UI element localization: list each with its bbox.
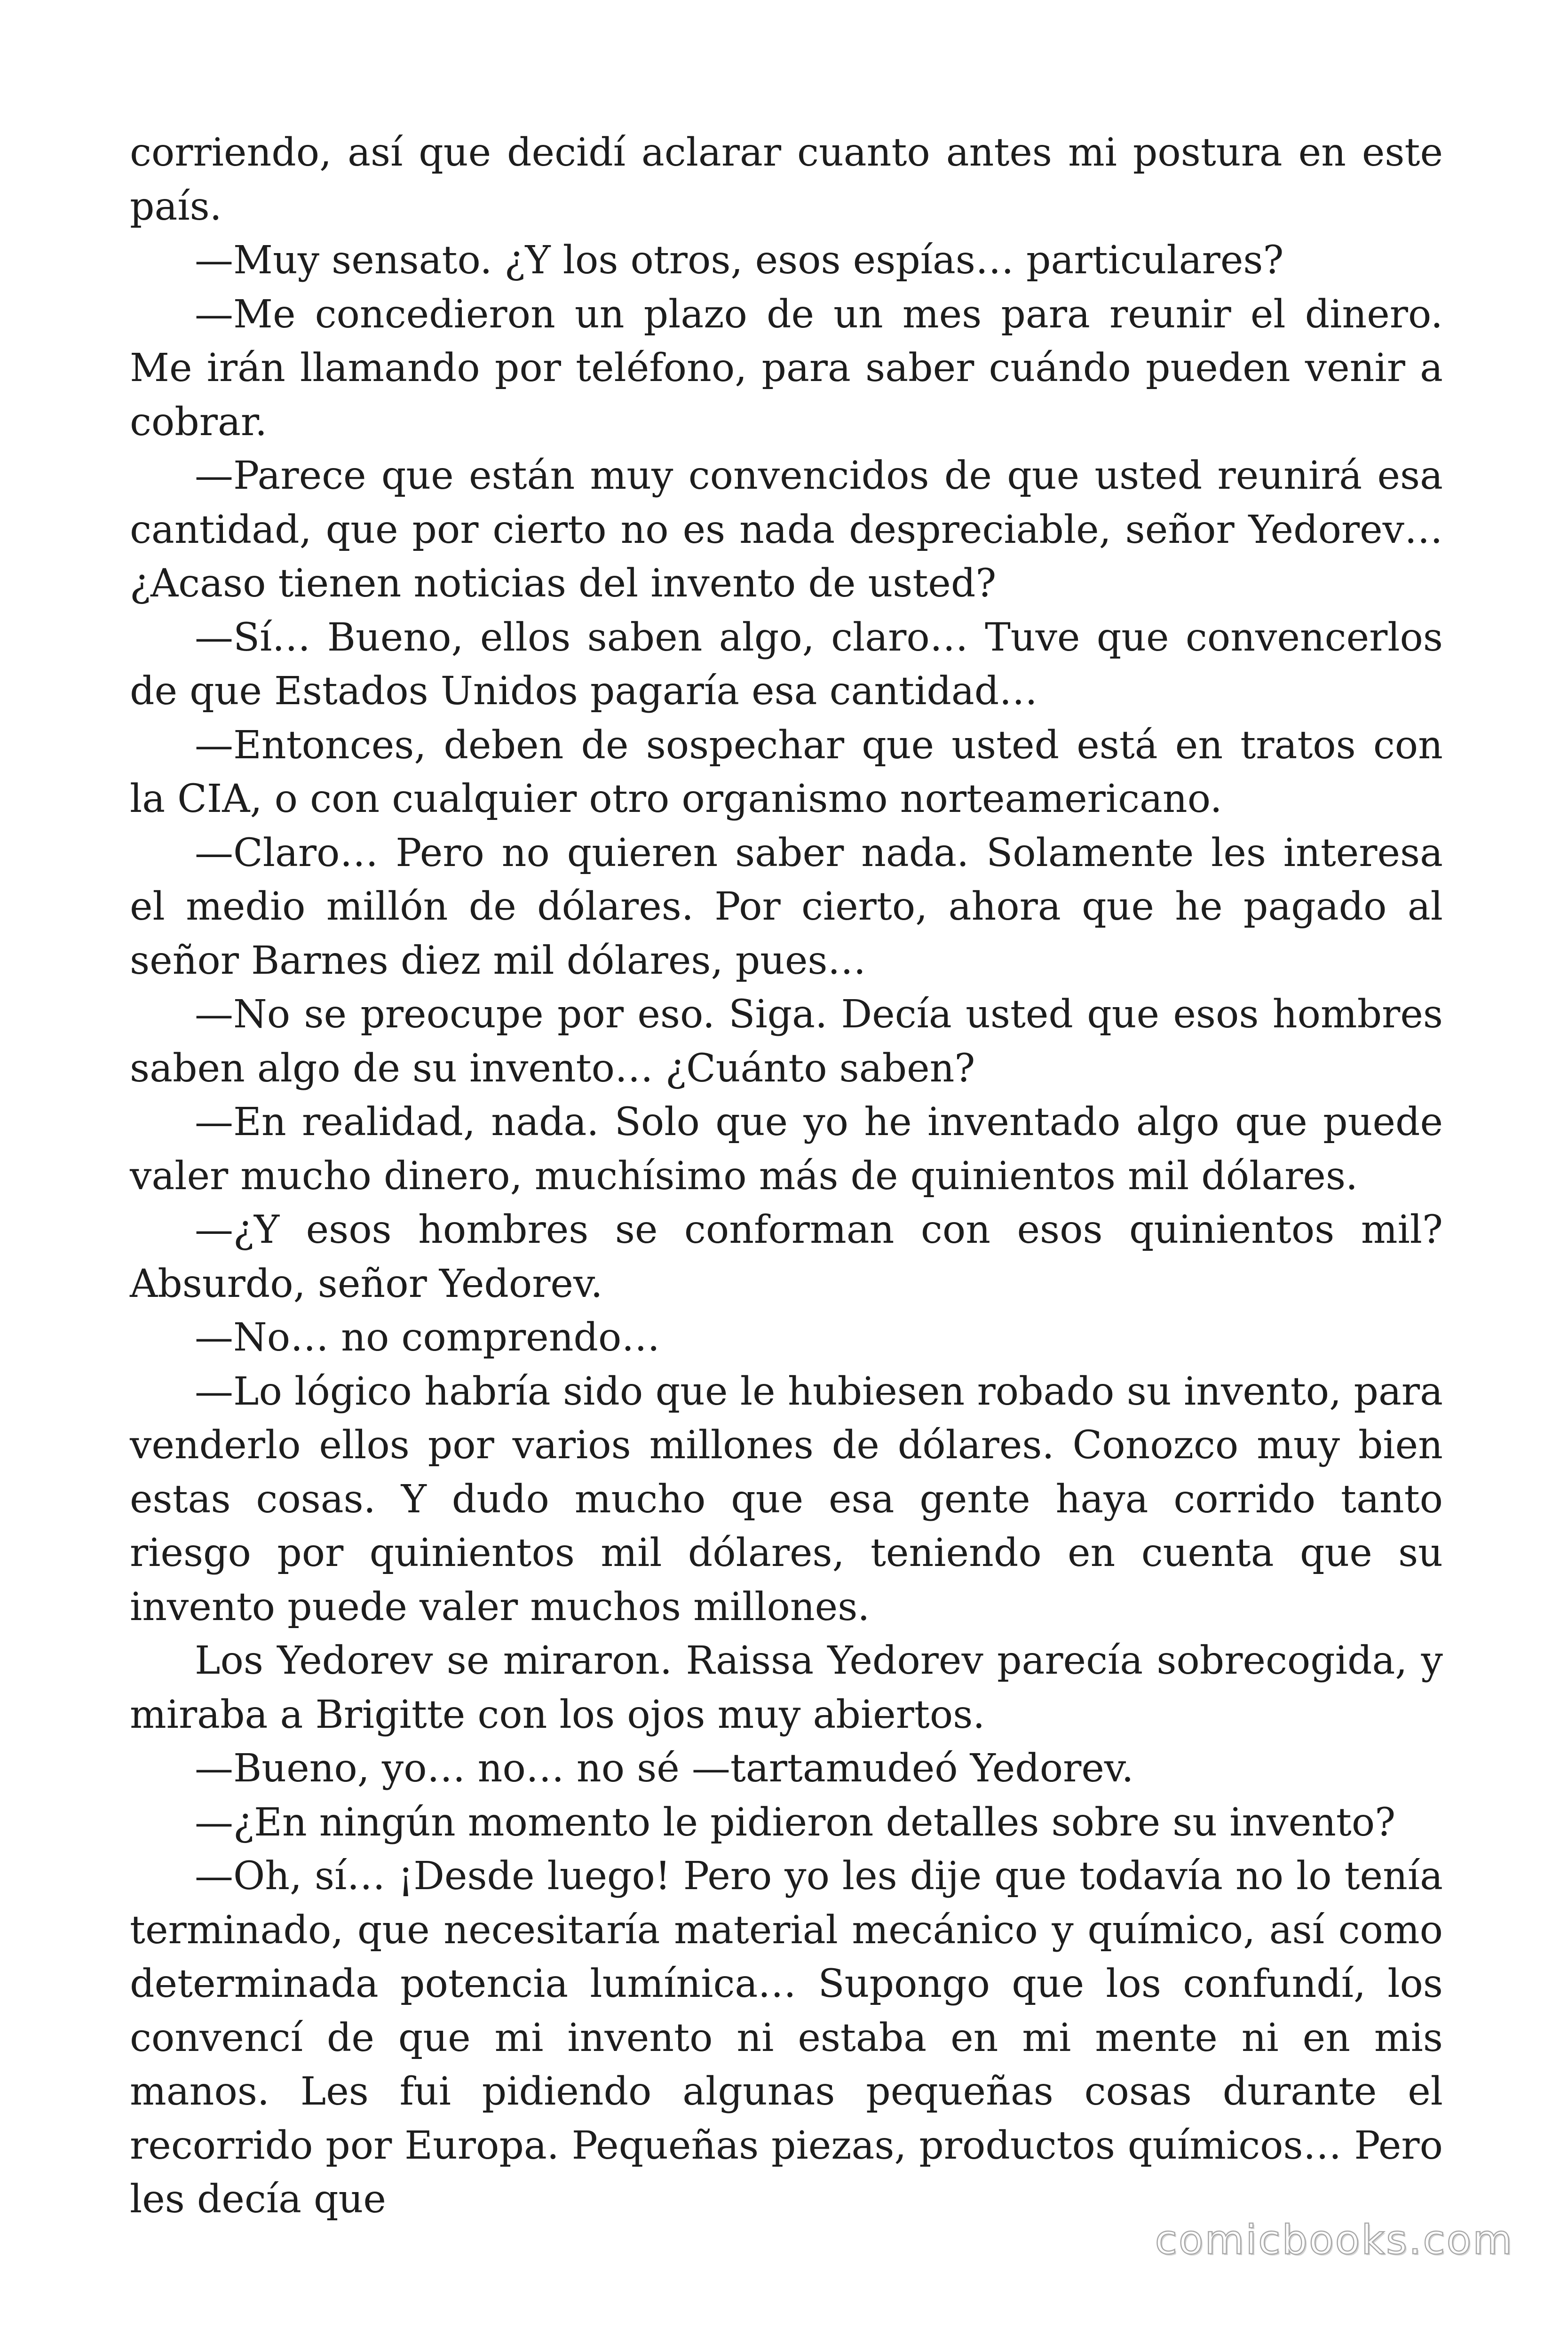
- paragraph: —Claro… Pero no quieren saber nada. Solamente les interesa el medio millón de dólares. Por cierto, ahora que he pagado al señor Barnes diez mil dólares, pues…: [130, 830, 1443, 983]
- watermark: comicbooks.com: [1155, 2217, 1513, 2264]
- paragraph: —Bueno, yo… no… no sé —tartamudeó Yedorev.: [195, 1746, 1134, 1791]
- paragraph: —Me concedieron un plazo de un mes para reunir el dinero. Me irán llamando por teléfono, para saber cuándo pueden venir a cobrar.: [130, 292, 1443, 445]
- paragraph: —¿En ningún momento le pidieron detalles sobre su invento?: [195, 1800, 1396, 1845]
- paragraph: —No… no comprendo…: [195, 1315, 660, 1360]
- paragraph: —En realidad, nada. Solo que yo he inventado algo que puede valer mucho dinero, muchísimo más de quinientos mil dólares.: [130, 1100, 1443, 1199]
- paragraph: —Sí… Bueno, ellos saben algo, claro… Tuve que convencerlos de que Estados Unidos pagaría esa cantidad…: [130, 615, 1443, 714]
- paragraph: —¿Y esos hombres se conforman con esos quinientos mil? Absurdo, señor Yedorev.: [130, 1208, 1443, 1306]
- paragraph: —Lo lógico habría sido que le hubiesen robado su invento, para venderlo ellos por varios millones de dólares. Conozco muy bien estas cosas. Y dudo mucho que esa gente haya corrido tanto riesgo por quinientos mil dólares, teniendo en cuenta que su invento puede valer muchos millones.: [130, 1369, 1443, 1629]
- paragraph: Los Yedorev se miraron. Raissa Yedorev parecía sobrecogida, y miraba a Brigitte con los ojos muy abiertos.: [130, 1638, 1443, 1737]
- paragraph: —Parece que están muy convencidos de que usted reunirá esa cantidad, que por cierto no es nada despreciable, señor Yedorev… ¿Acaso tienen noticias del invento de usted?: [130, 453, 1443, 606]
- paragraph: corriendo, así que decidí aclarar cuanto antes mi postura en este país.: [130, 130, 1443, 229]
- body-text: [130, 126, 1443, 2227]
- paragraph: —Oh, sí… ¡Desde luego! Pero yo les dije que todavía no lo tenía terminado, que necesitaría material mecánico y químico, así como determinada potencia lumínica… Supongo que los confundí, los convencí de que mi invento ni estaba en mi mente ni en mis manos. Les fui pidiendo algunas pequeñas cosas durante el recorrido por Europa. Pequeñas piezas, productos químicos… Pero les decía que: [130, 1854, 1443, 2222]
- paragraph: —Muy sensato. ¿Y los otros, esos espías… particulares?: [195, 238, 1284, 283]
- paragraph: —Entonces, deben de sospechar que usted está en tratos con la CIA, o con cualquier otro organismo norteamericano.: [130, 723, 1443, 821]
- paragraph: —No se preocupe por eso. Siga. Decía usted que esos hombres saben algo de su invento… ¿Cuánto saben?: [130, 992, 1443, 1091]
